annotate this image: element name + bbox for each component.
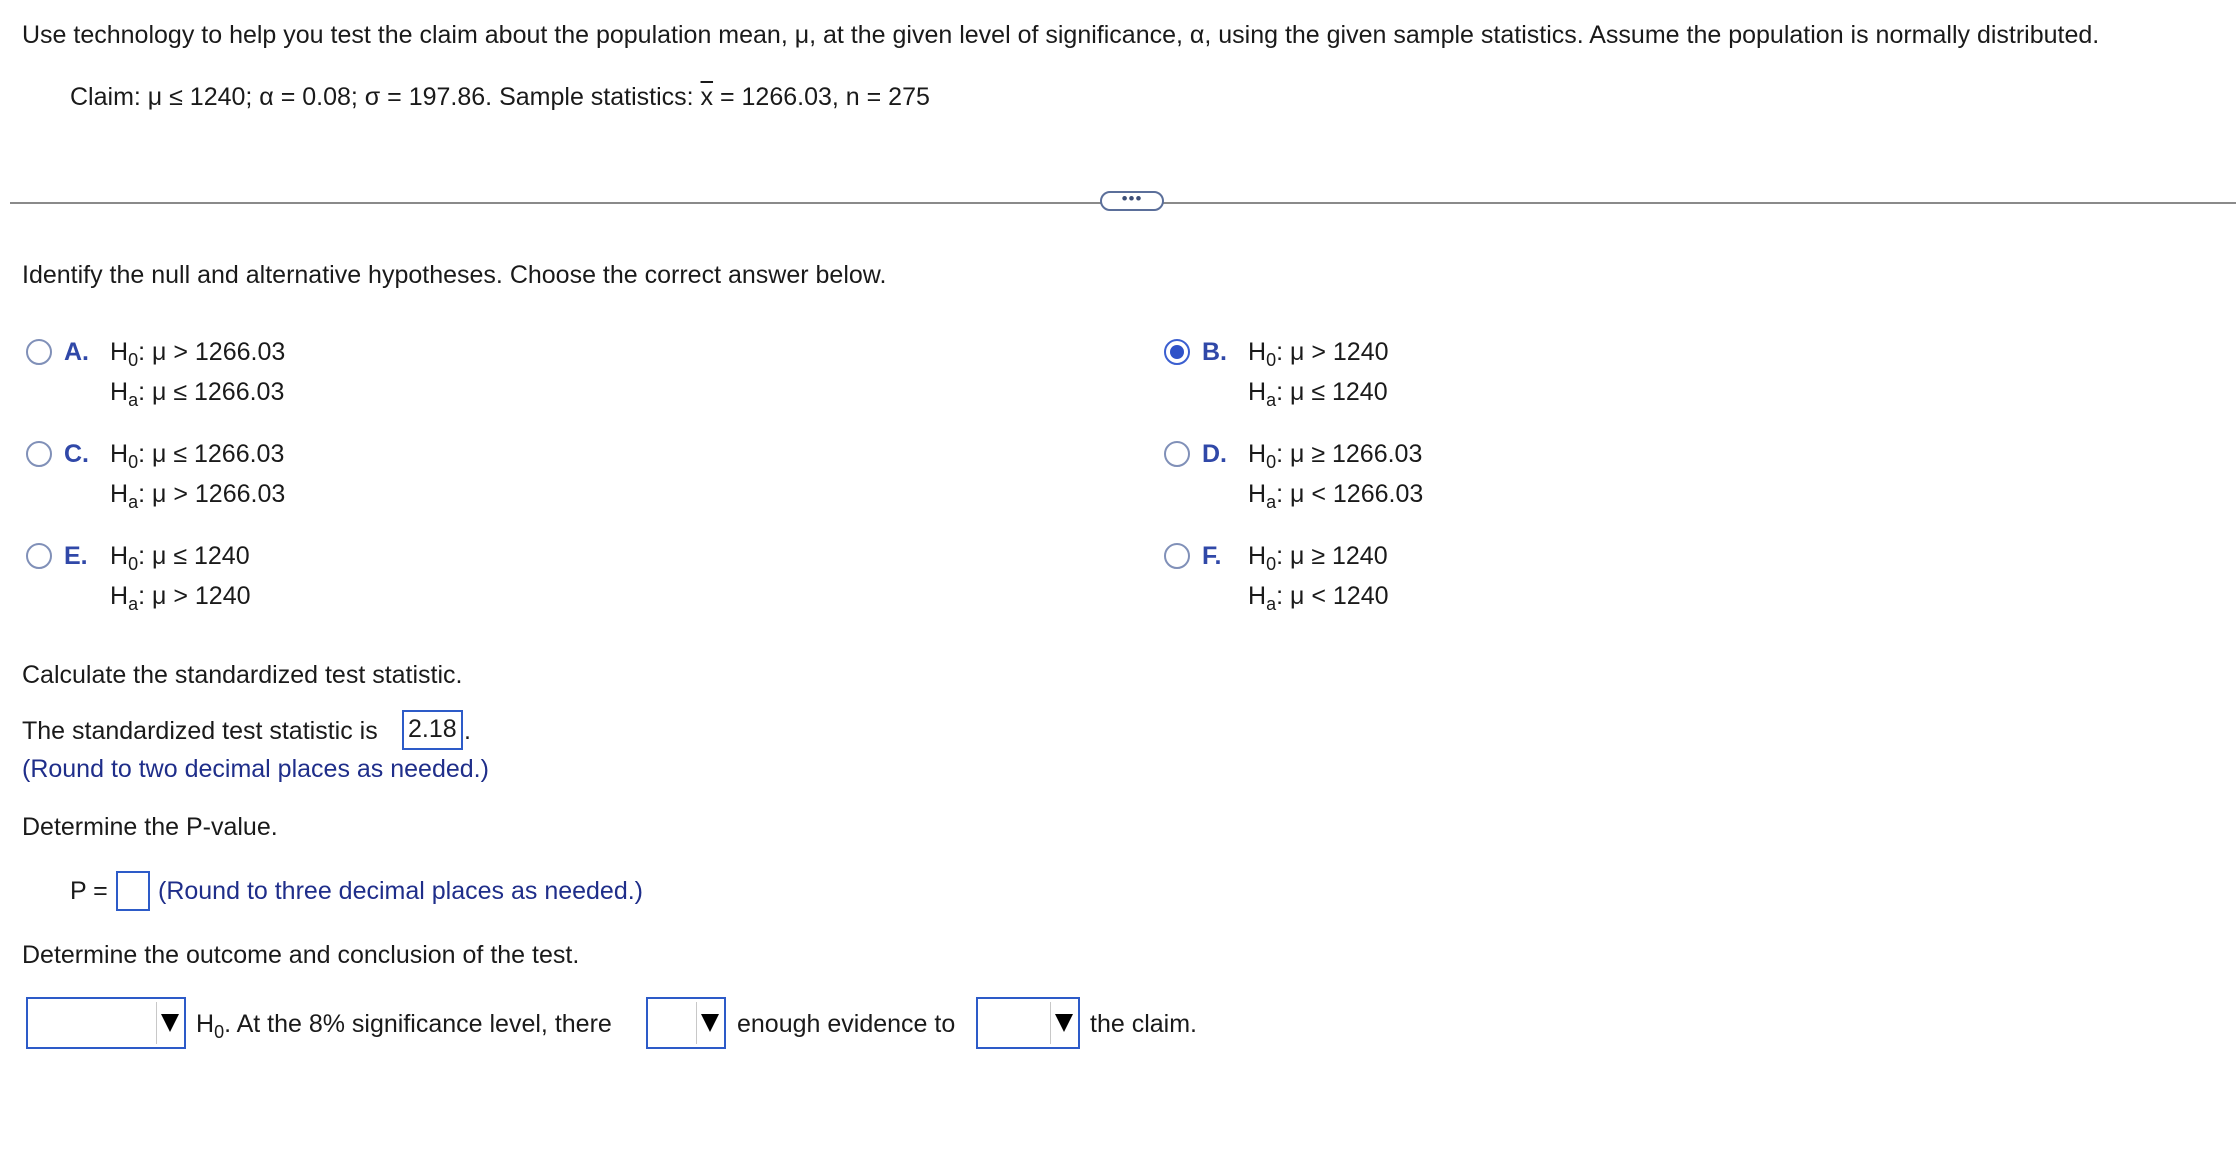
option-b-radio[interactable]: [1164, 339, 1190, 365]
conclusion-prompt: Determine the outcome and conclusion of the test.: [22, 941, 580, 969]
option-a-letter: A.: [64, 338, 89, 366]
chevron-down-icon: [1050, 1002, 1076, 1044]
p-value-label: P =: [70, 877, 108, 905]
chevron-down-icon: [156, 1002, 182, 1044]
p-value-hint: (Round to three decimal places as needed.): [158, 877, 644, 905]
option-b-h0: $H_0$: μ > 1240: [1248, 338, 1389, 370]
option-e-h0: $H_0$: μ ≤ 1240: [110, 542, 250, 574]
test-statistic-answer[interactable]: 2.18: [402, 710, 463, 750]
xbar-symbol: $\overline{x}$: [700, 83, 714, 111]
test-statistic-period: .: [464, 717, 471, 745]
option-c-radio[interactable]: [26, 441, 52, 467]
option-f-radio[interactable]: [1164, 543, 1190, 569]
option-d-ha: $H_a$: μ < 1266.03: [1248, 480, 1424, 512]
conclusion-h0-text: $H_0$. At the 8% significance level, there: [196, 1010, 612, 1042]
expand-question-button[interactable]: •••: [1100, 191, 1164, 211]
option-f-letter: F.: [1202, 542, 1222, 570]
claim-line: [70, 82, 930, 112]
option-e-letter: E.: [64, 542, 88, 570]
test-statistic-prefix: The standardized test statistic is: [22, 717, 378, 745]
question-instruction: Use technology to help you test the claim about the population mean, μ, at the given level of significance, α, using the given sample statistics. Assume the population is normally distributed.: [22, 21, 2100, 49]
option-a-radio[interactable]: [26, 339, 52, 365]
chevron-down-icon: [696, 1002, 722, 1044]
test-statistic-hint: (Round to two decimal places as needed.): [22, 755, 489, 783]
hypotheses-prompt: Identify the null and alternative hypotheses. Choose the correct answer below.: [22, 261, 887, 289]
test-statistic-prompt: Calculate the standardized test statistic.: [22, 661, 463, 689]
reject-decision-dropdown[interactable]: [26, 997, 186, 1049]
option-f-h0: $H_0$: μ ≥ 1240: [1248, 542, 1388, 574]
option-c-ha: $H_a$: μ > 1266.03: [110, 480, 286, 512]
option-b-letter: B.: [1202, 338, 1227, 366]
option-a-ha: $H_a$: μ ≤ 1266.03: [110, 378, 285, 410]
claim-suffix: = 1266.03, n = 275: [713, 83, 930, 111]
option-c-letter: C.: [64, 440, 89, 468]
enough-evidence-text: enough evidence to: [737, 1010, 956, 1038]
claim-prefix: Claim: μ ≤ 1240; α = 0.08; σ = 197.86. Sample statistics:: [70, 83, 701, 111]
the-claim-text: the claim.: [1090, 1010, 1197, 1038]
option-d-h0: $H_0$: μ ≥ 1266.03: [1248, 440, 1423, 472]
evidence-dropdown[interactable]: [646, 997, 726, 1049]
option-d-radio[interactable]: [1164, 441, 1190, 467]
option-f-ha: $H_a$: μ < 1240: [1248, 582, 1389, 614]
option-e-radio[interactable]: [26, 543, 52, 569]
option-c-h0: $H_0$: μ ≤ 1266.03: [110, 440, 285, 472]
option-e-ha: $H_a$: μ > 1240: [110, 582, 251, 614]
claim-action-dropdown[interactable]: [976, 997, 1080, 1049]
p-value-prompt: Determine the P-value.: [22, 813, 278, 841]
p-value-input[interactable]: [116, 871, 150, 911]
option-a-h0: $H_0$: μ > 1266.03: [110, 338, 286, 370]
option-d-letter: D.: [1202, 440, 1227, 468]
option-b-ha: $H_a$: μ ≤ 1240: [1248, 378, 1388, 410]
